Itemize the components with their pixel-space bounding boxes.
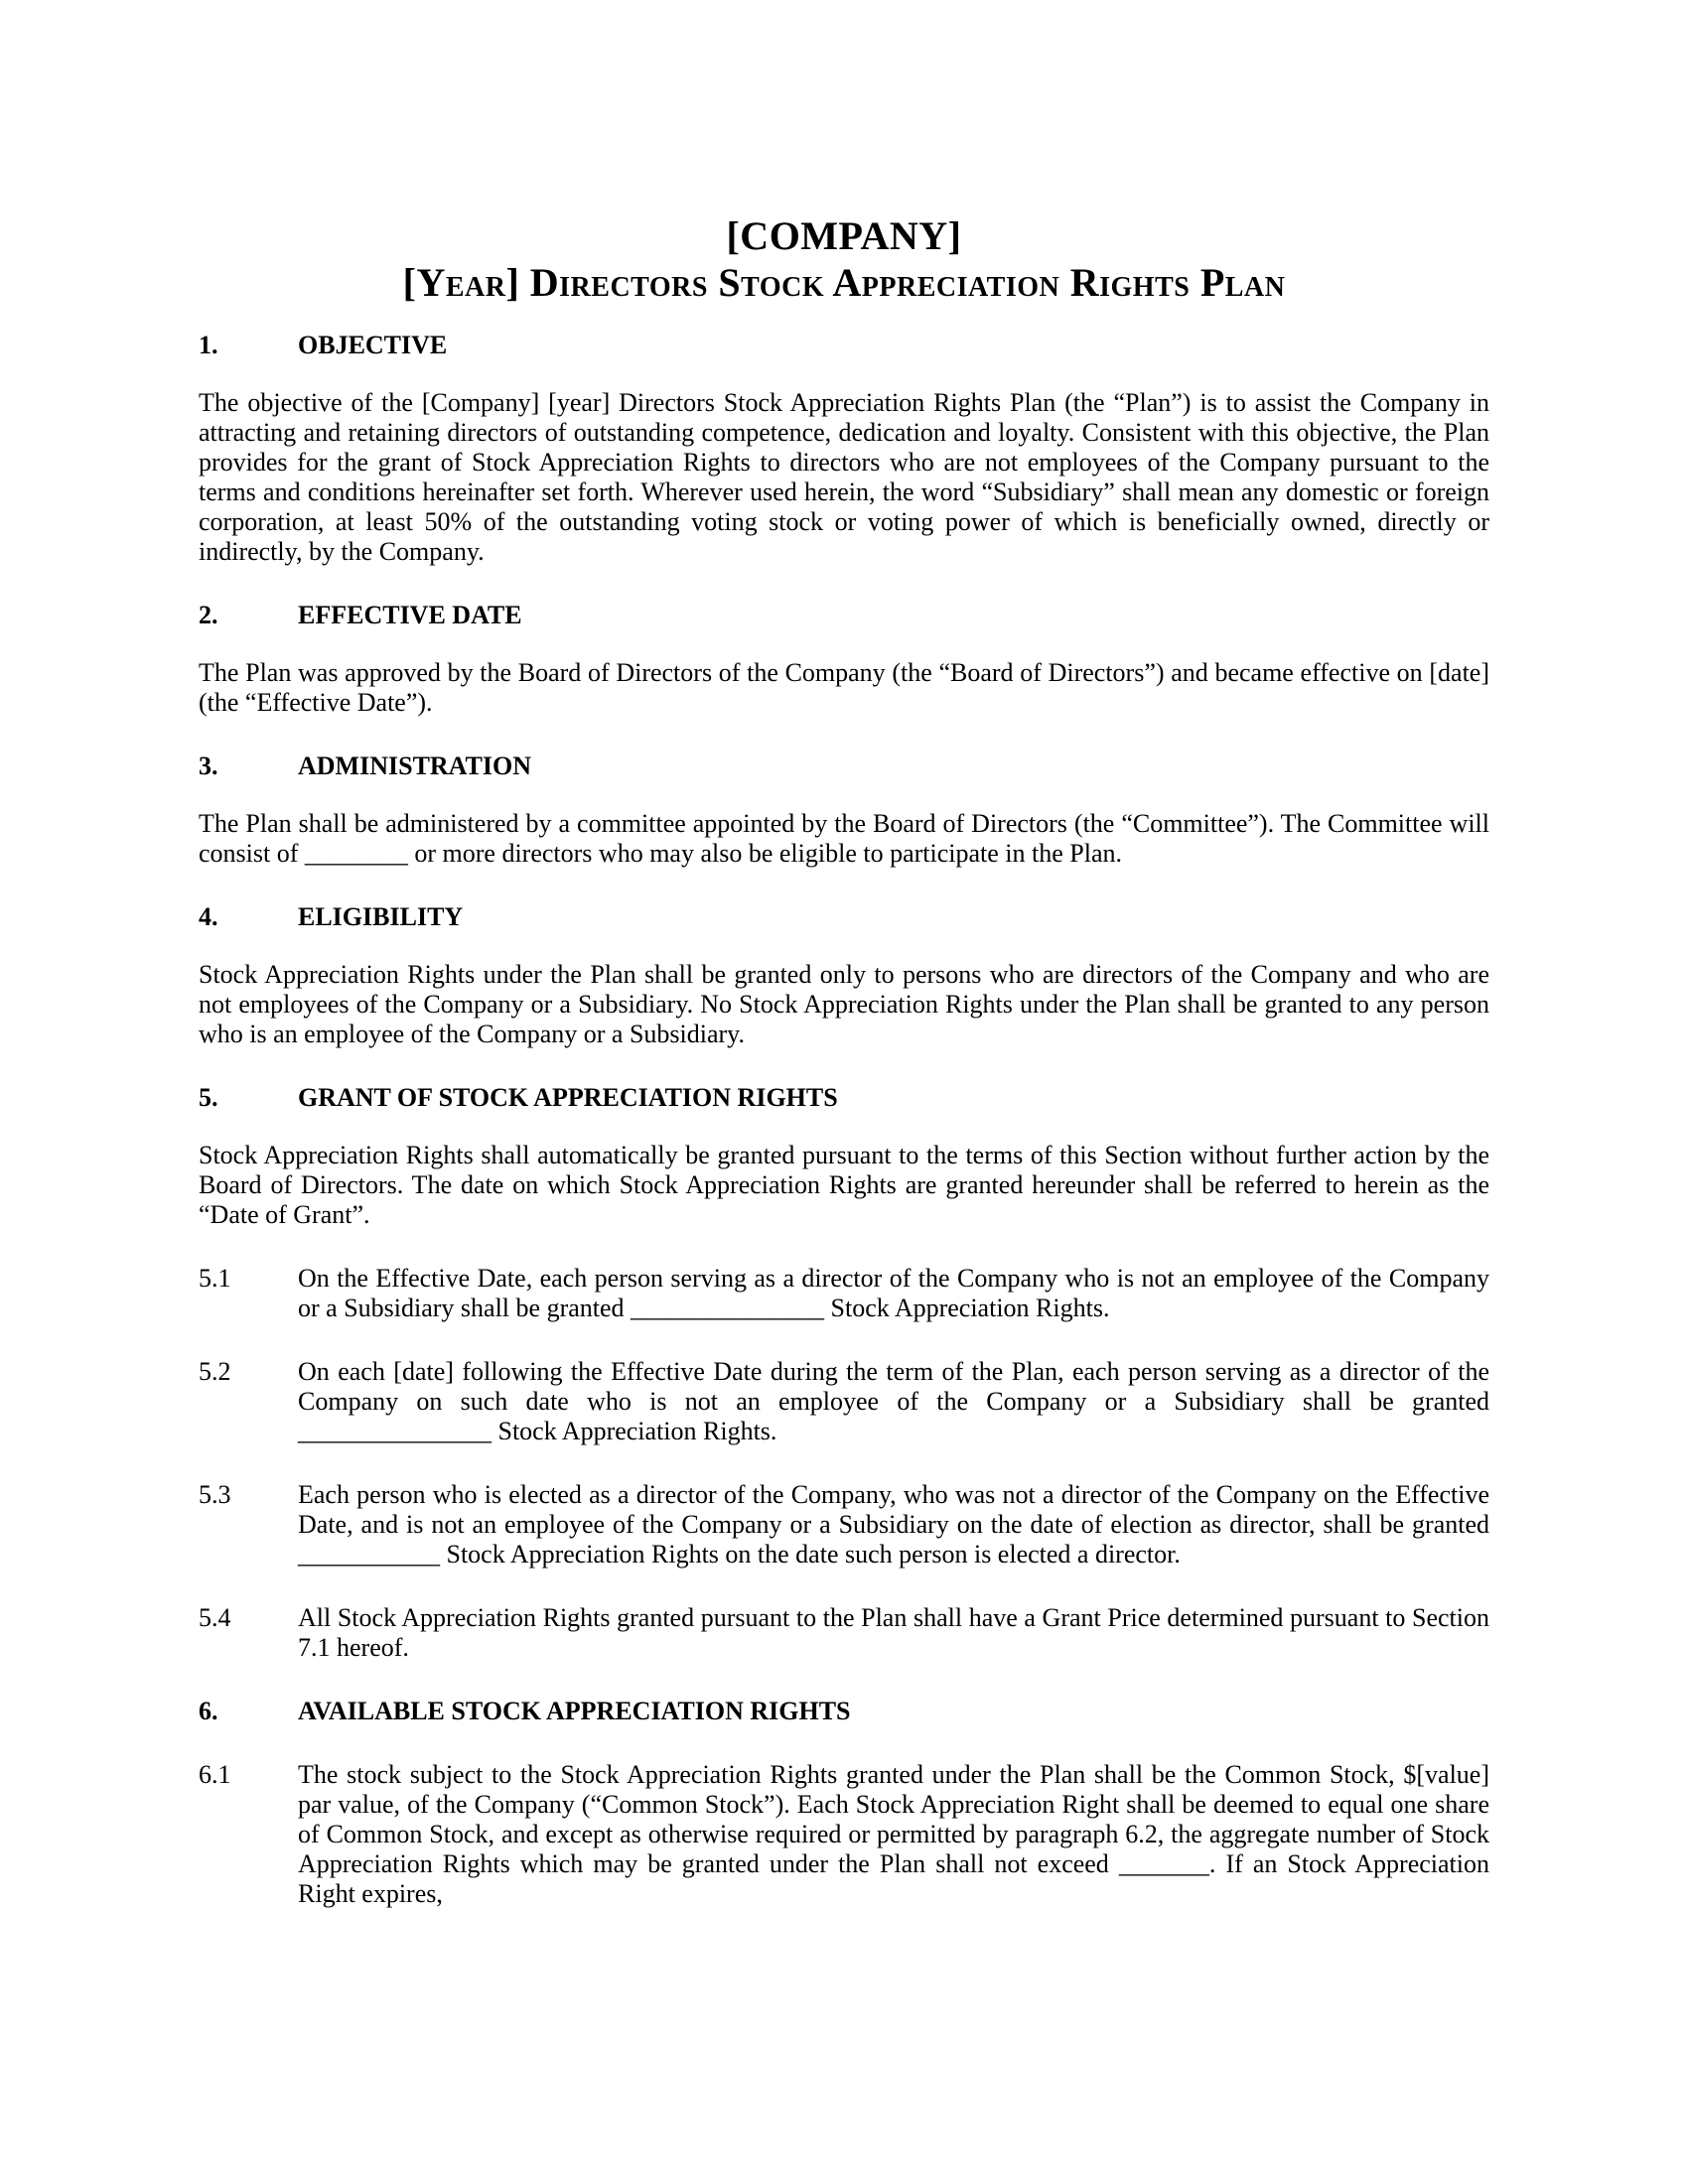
subsection-6-1: [199, 1760, 1489, 1909]
subsection-5-1: [199, 1264, 1489, 1323]
section-heading-eligibility: [199, 902, 1489, 932]
subsection-text: Each person who is elected as a director of the Company, who was not a director of the Company on the Effective Date, and is not an employee of the Company or a Subsidiary on the date of election as director, shall be granted ___________ Stock Appreciation Rights on the date such person is elected a director.: [298, 1480, 1489, 1569]
section-title: OBJECTIVE: [298, 331, 448, 359]
section-number: 4.: [199, 902, 218, 931]
document-title: [199, 213, 1489, 307]
section-title: ELIGIBILITY: [298, 902, 464, 931]
section-number: 5.: [199, 1083, 218, 1112]
subsection-text: All Stock Appreciation Rights granted pursuant to the Plan shall have a Grant Price determined pursuant to Section 7.1 hereof.: [298, 1603, 1489, 1662]
company-title-line: [COMPANY]: [726, 213, 962, 258]
section-paragraph-objective: The objective of the [Company] [year] Directors Stock Appreciation Rights Plan (the “Plan”) is to assist the Company in attracting and retaining directors of outstanding competence, dedication and loyalty. Consistent with this objective, the Plan provides for the grant of Stock Appreciation Rights to directors who are not employees of the Company pursuant to the terms and conditions hereinafter set forth. Wherever used herein, the word “Subsidiary” shall mean any domestic or foreign corporation, at least 50% of the outstanding voting stock or voting power of which is beneficially owned, directly or indirectly, by the Company.: [199, 388, 1489, 566]
subsection-text: On the Effective Date, each person serving as a director of the Company who is not an employee of the Company or a Subsidiary shall be granted _______________ Stock Appreciation Rights.: [298, 1264, 1489, 1322]
subsection-number: 6.1: [199, 1760, 231, 1789]
section-heading-administration: [199, 751, 1489, 781]
section-paragraph-effective-date: The Plan was approved by the Board of Directors of the Company (the “Board of Directors”) and became effective on [date] (the “Effective Date”).: [199, 658, 1489, 717]
section-number: 6.: [199, 1697, 218, 1725]
section-title: AVAILABLE STOCK APPRECIATION RIGHTS: [298, 1697, 851, 1725]
subsection-text: On each [date] following the Effective Date during the term of the Plan, each person serving as a director of the Company on such date who is not an employee of the Company or a Subsidiary shall be granted _______________ Stock Appreciation Rights.: [298, 1357, 1489, 1445]
section-heading-grant: [199, 1083, 1489, 1113]
section-number: 2.: [199, 601, 218, 629]
subsection-number: 5.1: [199, 1264, 231, 1293]
subsection-5-3: [199, 1480, 1489, 1570]
subsection-text: The stock subject to the Stock Appreciation Rights granted under the Plan shall be the Common Stock, $[value] par value, of the Company (“Common Stock”). Each Stock Appreciation Right shall be deemed to equal one share of Common Stock, and except as otherwise required or permitted by paragraph 6.2, the aggregate number of Stock Appreciation Rights which may be granted under the Plan shall not exceed _______. If an Stock Appreciation Right expires,: [298, 1760, 1489, 1908]
section-heading-objective: [199, 331, 1489, 360]
subsection-5-4: [199, 1603, 1489, 1663]
section-heading-effective-date: [199, 601, 1489, 630]
section-title: EFFECTIVE DATE: [298, 601, 522, 629]
section-number: 3.: [199, 751, 218, 780]
section-paragraph-eligibility: Stock Appreciation Rights under the Plan shall be granted only to persons who are directors of the Company and who are not employees of the Company or a Subsidiary. No Stock Appreciation Rights under the Plan shall be granted to any person who is an employee of the Company or a Subsidiary.: [199, 960, 1489, 1048]
section-paragraph-administration: The Plan shall be administered by a committee appointed by the Board of Directors (the “Committee”). The Committee will consist of ________ or more directors who may also be eligible to participate in the Plan.: [199, 809, 1489, 868]
subsection-5-2: [199, 1357, 1489, 1446]
section-title: ADMINISTRATION: [298, 751, 531, 780]
section-title: GRANT OF STOCK APPRECIATION RIGHTS: [298, 1083, 838, 1112]
section-number: 1.: [199, 331, 218, 359]
subsection-number: 5.2: [199, 1357, 231, 1386]
plan-title-line: [Year] Directors Stock Appreciation Rights Plan: [402, 260, 1286, 305]
section-paragraph-grant: Stock Appreciation Rights shall automatically be granted pursuant to the terms of this Section without further action by the Board of Directors. The date on which Stock Appreciation Rights are granted hereunder shall be referred to herein as the “Date of Grant”.: [199, 1141, 1489, 1229]
subsection-number: 5.4: [199, 1603, 231, 1632]
subsection-number: 5.3: [199, 1480, 231, 1509]
section-heading-available: [199, 1697, 1489, 1726]
